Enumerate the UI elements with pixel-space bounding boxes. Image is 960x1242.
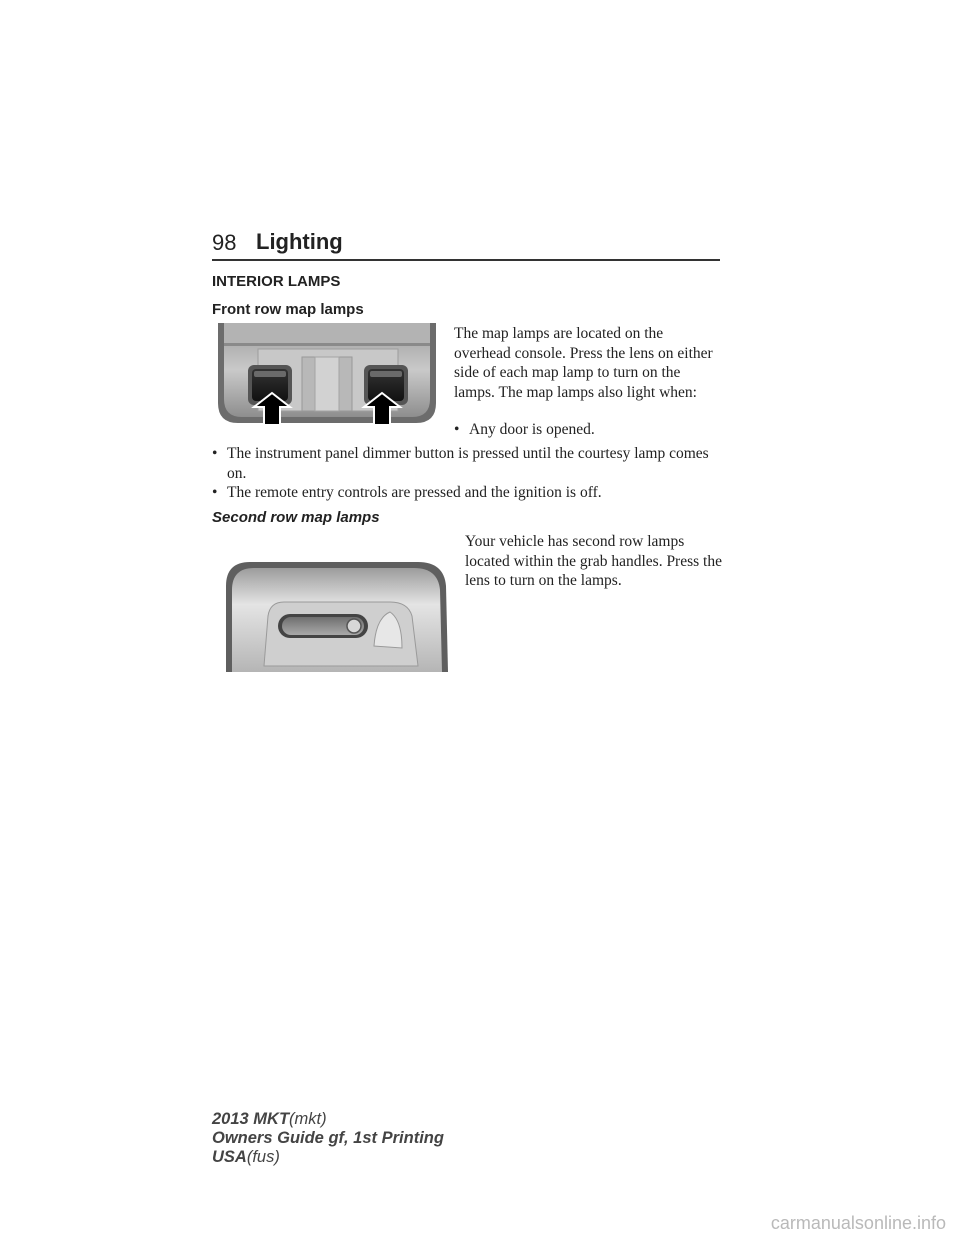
bullet-item bbox=[454, 420, 722, 440]
footer-line-1: 2013 MKT(mkt) bbox=[212, 1110, 327, 1128]
bullet-item bbox=[212, 444, 720, 483]
front-row-paragraph: The map lamps are located on the overhead console. Press the lens on either side of each map lamp to turn on the lamps. The map lamps also light when: bbox=[454, 325, 713, 401]
watermark: carmanualsonline.info bbox=[770, 1213, 946, 1233]
second-row-heading: Second row map lamps bbox=[212, 509, 380, 526]
bullet-icon: • bbox=[212, 484, 218, 501]
page-number: 98 bbox=[212, 230, 237, 255]
overhead-console-illustration bbox=[212, 323, 442, 425]
footer-line-3: USA(fus) bbox=[212, 1148, 280, 1166]
header-rule bbox=[212, 259, 720, 261]
bullet-text: Any door is opened. bbox=[469, 421, 595, 438]
bullet-icon: • bbox=[454, 421, 460, 438]
footer-print-info bbox=[212, 1110, 444, 1167]
footer-line-2: Owners Guide gf, 1st Printing bbox=[212, 1129, 444, 1147]
second-row-paragraph: Your vehicle has second row lamps located within the grab handles. Press the lens to turn on the lamps. bbox=[465, 533, 722, 589]
section-heading: INTERIOR LAMPS bbox=[212, 273, 341, 290]
front-row-heading: Front row map lamps bbox=[212, 301, 364, 318]
page-title: Lighting bbox=[256, 229, 343, 254]
bullet-text: The remote entry controls are pressed and the ignition is off. bbox=[227, 484, 602, 501]
grab-handle-svg bbox=[212, 556, 452, 672]
bullet-text: The instrument panel dimmer button is pressed until the courtesy lamp comes on. bbox=[227, 445, 709, 482]
grab-handle-illustration bbox=[212, 556, 452, 672]
bullet-icon: • bbox=[212, 445, 218, 462]
overhead-console-svg bbox=[212, 323, 442, 425]
bullet-item bbox=[212, 483, 720, 503]
